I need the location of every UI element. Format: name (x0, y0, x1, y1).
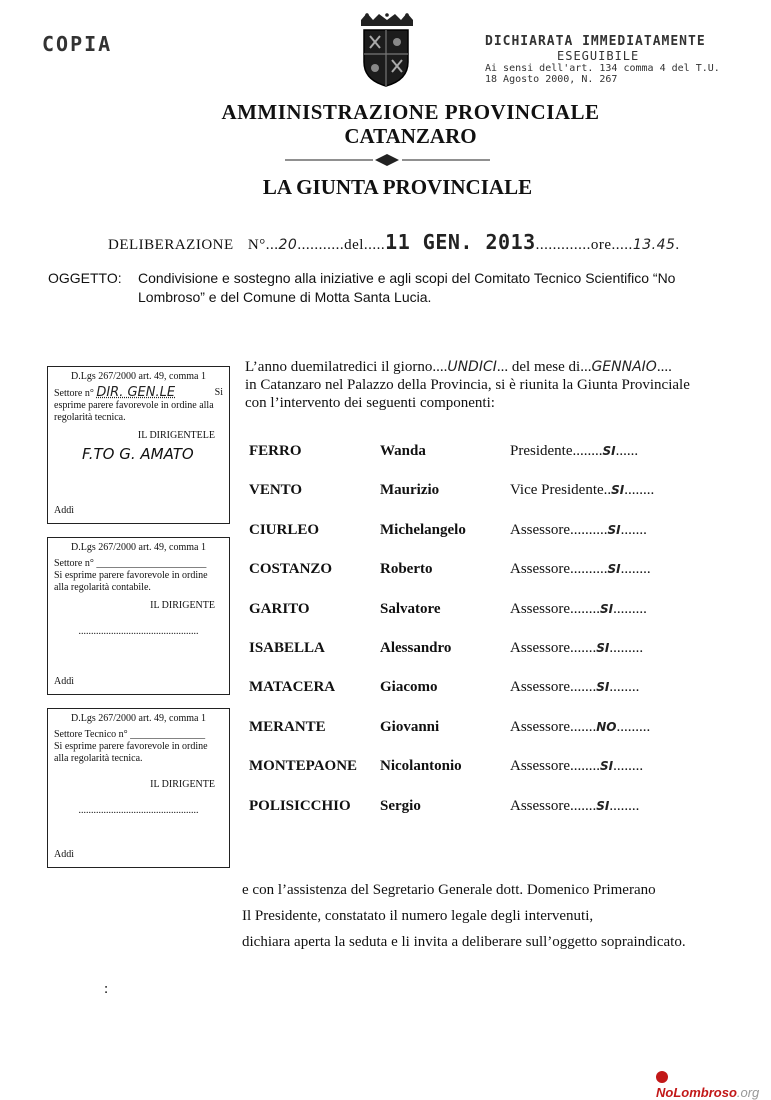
copia-stamp: COPIA (42, 32, 113, 56)
parere-box-contabile (47, 537, 230, 695)
session-intro: L’anno duemilatredici il giorno....UNDICI... del mese di...GENNAIO.... in Catanzaro nel Palazzo della Provincia, si è riunita la Giunta Provinciale con l’intervento dei seguenti componenti: (245, 358, 745, 412)
member-name: Giacomo (380, 679, 438, 696)
box-header: D.Lgs 267/2000 art. 49, comma 1 (71, 713, 206, 724)
member-name: Roberto (380, 561, 433, 578)
member-role (510, 679, 639, 696)
member-role (510, 482, 654, 499)
member-presence-mark: NO (596, 719, 617, 734)
member-role-label: Assessore (510, 718, 570, 735)
member-name: Alessandro (380, 640, 452, 656)
parere-box-tecnico (47, 366, 230, 524)
member-presence-mark: SI (596, 798, 610, 813)
member-role-pad: .......... (570, 521, 608, 538)
intro-text: L’anno duemilatredici il giorno (245, 359, 433, 375)
delib-ore: .............ore..... (535, 237, 633, 253)
member-name: Salvatore (380, 600, 441, 617)
box-settore-prefix: Settore n° (54, 388, 94, 399)
member-role-label: Vice Presidente (510, 482, 604, 499)
delib-num-prefix: N°... (247, 237, 279, 253)
exec-stamp-line: 18 Agosto 2000, N. 267 (485, 74, 618, 85)
member-role-pad: ........ (570, 758, 600, 775)
member-presence-mark: SI (607, 562, 621, 577)
box-signature: F.TO G. AMATO (82, 445, 194, 463)
member-name: Michelangelo (380, 521, 466, 538)
member-role-tail: ......... (616, 718, 651, 735)
intro-text: del mese di (511, 359, 581, 375)
intro-mese: GENNAIO (591, 359, 657, 375)
member-surname: COSTANZO (249, 561, 333, 578)
member-surname: MERANTE (249, 718, 326, 735)
exec-stamp-line: ESEGUIBILE (557, 49, 640, 63)
delib-end: . (675, 237, 680, 253)
member-surname: ISABELLA (249, 640, 325, 656)
closing-text: dichiara aperta la seduta e li invita a deliberare sull’oggetto sopraindicato. (242, 934, 686, 950)
member-role-pad: ....... (570, 797, 597, 814)
parere-box-settore-tecnico (47, 708, 230, 868)
member-surname: POLISICCHIO (249, 797, 351, 814)
member-role-label: Assessore (510, 521, 570, 538)
member-name: Sergio (380, 797, 421, 814)
oggetto-text: Lombroso” e del Comune di Motta Santa Lucia. (138, 289, 432, 305)
member-role (510, 561, 651, 578)
member-presence-mark: SI (596, 680, 610, 695)
member-role-pad: ........ (572, 443, 603, 459)
member-role (510, 719, 650, 736)
member-role-label: Assessore (510, 640, 570, 656)
exec-stamp-line: Ai sensi dell'art. 134 comma 4 del T.U. (485, 63, 720, 74)
member-role-pad: ....... (570, 640, 597, 656)
box-text: esprime parere favorevole in ordine alla regolarità tecnica. (54, 400, 214, 423)
member-name: Maurizio (380, 482, 440, 499)
member-surname: CIURLEO (249, 521, 320, 538)
box-text: Si esprime parere favorevole in ordine alla regolarità tecnica. (54, 741, 208, 764)
box-dirigente: IL DIRIGENTE (150, 600, 215, 611)
closing-text: e con l’assistenza del Segretario Generale dott. Domenico Primerano (242, 882, 656, 898)
member-role-pad: ........ (570, 600, 600, 617)
watermark-brand: NoLombroso (656, 1085, 737, 1100)
member-role-tail: ........ (609, 797, 640, 814)
member-presence-mark: SI (600, 601, 614, 616)
intro-giorno: UNDICI (447, 359, 497, 375)
box-signature-line: ................................................ (78, 805, 199, 816)
member-role-tail: ........ (609, 679, 640, 696)
box-dirigente-label: IL DIRIGENTE (137, 430, 203, 441)
member-role-tail: ...... (615, 443, 639, 459)
member-presence-mark: SI (611, 483, 625, 498)
member-role-pad: .......... (570, 561, 608, 578)
member-role-tail: ........ (624, 482, 655, 499)
oggetto-label: OGGETTO: (48, 270, 122, 286)
province-crest-icon (362, 28, 410, 88)
member-role (510, 758, 643, 775)
member-role-pad: ....... (570, 718, 597, 735)
member-role-label: Assessore (510, 758, 570, 775)
stop-icon (656, 1071, 668, 1083)
box-header: D.Lgs 267/2000 art. 49, comma 1 (71, 542, 206, 553)
member-presence-mark: SI (602, 444, 616, 458)
member-role-tail: ......... (613, 600, 647, 617)
giunta-title: LA GIUNTA PROVINCIALE (262, 175, 533, 199)
member-role-pad: ....... (570, 679, 597, 696)
delib-del: ...........del..... (297, 237, 386, 253)
watermark (656, 1070, 771, 1100)
member-role-tail: ........ (620, 561, 651, 578)
exec-stamp-line: DICHIARATA IMMEDIATAMENTE (485, 34, 706, 49)
stray-mark: : (104, 981, 109, 997)
member-role (510, 640, 643, 657)
city-title: CATANZARO (344, 124, 477, 148)
delib-time: 13.45 (632, 237, 676, 253)
member-role (510, 601, 647, 618)
member-role-tail: ......... (609, 640, 644, 656)
member-surname: MATACERA (249, 679, 336, 696)
box-addi: Addì (54, 505, 74, 516)
watermark-tld: .org (736, 1085, 760, 1100)
oggetto-text: Condivisione e sostegno alla iniziative e agli scopi del Comitato Tecnico Scientifico “No (138, 270, 676, 286)
box-dirigente-suffix: LE (202, 430, 215, 441)
oggetto (48, 269, 738, 307)
closing-text: Il Presidente, constatato il numero legale degli intervenuti, (242, 908, 594, 924)
member-role-label: Presidente (510, 443, 573, 459)
member-surname: FERRO (249, 443, 302, 459)
box-settore-suffix: Si (214, 387, 223, 398)
ornamental-divider (285, 153, 490, 167)
member-role (510, 798, 639, 815)
member-surname: MONTEPAONE (249, 758, 358, 775)
box-dirigente: IL DIRIGENTE (150, 779, 215, 790)
delib-number: 20 (278, 237, 298, 253)
member-presence-mark: SI (607, 522, 621, 537)
executable-stamp (485, 34, 720, 85)
box-settore (54, 387, 223, 400)
member-role (510, 522, 647, 539)
member-role-tail: ....... (620, 521, 647, 538)
delib-date-stamp: 11 GEN. 2013 (385, 230, 536, 254)
delib-label: DELIBERAZIONE (108, 237, 234, 253)
box-header: D.Lgs 267/2000 art. 49, comma 1 (71, 371, 206, 382)
box-addi: Addì (54, 849, 74, 860)
member-role-label: Assessore (510, 679, 570, 696)
member-role-label: Assessore (510, 600, 570, 617)
box-settore: Settore Tecnico n° _______________ (54, 729, 206, 740)
member-role-tail: ........ (613, 758, 644, 775)
member-name: Wanda (380, 443, 426, 459)
box-addi: Addì (54, 676, 74, 687)
member-role-pad: .. (603, 482, 612, 499)
member-surname: GARITO (249, 600, 310, 617)
org-title: AMMINISTRAZIONE PROVINCIALE (221, 100, 600, 124)
deliberazione-line (108, 230, 680, 254)
intro-text: in Catanzaro nel Palazzo della Provincia, si è riunita la Giunta Provinciale (245, 377, 690, 393)
member-name: Nicolantonio (380, 758, 462, 775)
member-role (510, 443, 638, 460)
crown-emblem (357, 12, 417, 28)
member-role-label: Assessore (510, 561, 570, 578)
box-text: Si esprime parere favorevole in ordine alla regolarità contabile. (54, 570, 208, 593)
member-role-label: Assessore (510, 797, 570, 814)
member-presence-mark: SI (596, 641, 610, 655)
member-surname: VENTO (249, 482, 303, 499)
member-presence-mark: SI (600, 759, 614, 774)
intro-text: con l’intervento dei seguenti componenti: (245, 395, 495, 411)
box-dirigente (54, 430, 223, 442)
member-name: Giovanni (380, 718, 440, 735)
box-settore-value: DIR. GEN.LE (96, 385, 176, 400)
box-settore: Settore n° ______________________ (54, 558, 207, 569)
box-signature-line: ................................................ (78, 626, 199, 637)
